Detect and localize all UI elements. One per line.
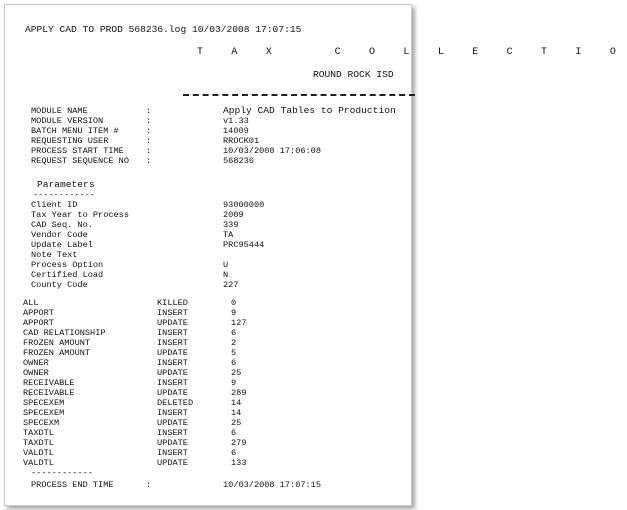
activity-count: 25 xyxy=(231,368,242,378)
activity-action: INSERT xyxy=(157,428,188,438)
activity-table-name: RECEIVABLE xyxy=(23,378,75,388)
activity-table-name: TAXDTL xyxy=(23,428,54,438)
module-info-label: REQUESTING USER xyxy=(31,136,109,146)
parameter-label: Certified Load xyxy=(31,270,104,280)
module-info-colon: : xyxy=(146,156,152,166)
module-info-label: PROCESS START TIME xyxy=(31,146,124,156)
footer-rule: ------------ xyxy=(31,468,93,478)
activity-action: UPDATE xyxy=(157,318,188,328)
report-header-line: APPLY CAD TO PROD 568236.log 10/03/2008 17:07:15 xyxy=(25,24,302,35)
module-info-label: MODULE VERSION xyxy=(31,116,104,126)
activity-action: INSERT xyxy=(157,358,188,368)
parameter-value: 93000000 xyxy=(223,200,265,210)
activity-table-name: ALL xyxy=(23,298,39,308)
activity-action: INSERT xyxy=(157,308,188,318)
activity-count: 6 xyxy=(231,358,237,368)
activity-action: UPDATE xyxy=(157,458,188,468)
activity-count: 14 xyxy=(231,408,242,418)
parameter-label: Process Option xyxy=(31,260,104,270)
activity-table-name: VALDTL xyxy=(23,448,54,458)
activity-table-name: CAD RELATIONSHIP xyxy=(23,328,106,338)
process-end-label: PROCESS END TIME xyxy=(31,480,114,490)
module-info-value: Apply CAD Tables to Production xyxy=(223,105,396,116)
process-end-value: 10/03/2008 17:07:15 xyxy=(223,480,321,490)
activity-action: UPDATE xyxy=(157,438,188,448)
parameters-rule: ------------ xyxy=(33,190,95,200)
module-info-label: REQUEST SEQUENCE NO xyxy=(31,156,129,166)
parameter-value: 227 xyxy=(223,280,239,290)
activity-table-name: OWNER xyxy=(23,368,49,378)
activity-action: UPDATE xyxy=(157,348,188,358)
module-info-colon: : xyxy=(146,106,152,116)
activity-table-name: VALDTL xyxy=(23,458,54,468)
parameter-value: PRC95444 xyxy=(223,240,265,250)
activity-table-name: TAXDTL xyxy=(23,438,54,448)
parameter-value: 339 xyxy=(223,220,239,230)
activity-count: 2 xyxy=(231,338,237,348)
parameter-label: Vendor Code xyxy=(31,230,88,240)
module-info-value: v1.33 xyxy=(223,116,249,126)
activity-count: 25 xyxy=(231,418,242,428)
activity-table-name: FROZEN AMOUNT xyxy=(23,338,91,348)
activity-count: 6 xyxy=(231,428,237,438)
report-banner-title: T A X C O L L E C T I O xyxy=(197,47,627,58)
activity-action: DELETED xyxy=(157,398,194,408)
parameter-label: Tax Year to Process xyxy=(31,210,129,220)
activity-count: 279 xyxy=(231,438,247,448)
module-info-colon: : xyxy=(146,116,152,126)
activity-table-name: APPORT xyxy=(23,318,54,328)
activity-action: INSERT xyxy=(157,408,188,418)
activity-table-name: SPECEXM xyxy=(23,418,60,428)
parameter-label: Client ID xyxy=(31,200,78,210)
district-name: ROUND ROCK ISD xyxy=(313,69,394,80)
activity-count: 5 xyxy=(231,348,237,358)
activity-count: 289 xyxy=(231,388,247,398)
activity-action: INSERT xyxy=(157,378,188,388)
activity-count: 9 xyxy=(231,308,237,318)
activity-table-name: SPECEXEM xyxy=(23,408,65,418)
activity-action: INSERT xyxy=(157,448,188,458)
activity-count: 6 xyxy=(231,328,237,338)
parameters-heading: Parameters xyxy=(37,179,95,190)
parameter-value: N xyxy=(223,270,229,280)
module-info-colon: : xyxy=(146,126,152,136)
activity-table-name: RECEIVABLE xyxy=(23,388,75,398)
activity-table-name: APPORT xyxy=(23,308,54,318)
activity-table-name: SPECEXEM xyxy=(23,398,65,408)
parameter-value: TA xyxy=(223,230,234,240)
module-info-label: MODULE NAME xyxy=(31,106,88,116)
process-end-colon: : xyxy=(146,480,152,490)
parameter-label: CAD Seq. No. xyxy=(31,220,93,230)
module-info-colon: : xyxy=(146,146,152,156)
module-info-colon: : xyxy=(146,136,152,146)
activity-count: 14 xyxy=(231,398,242,408)
parameter-label: Note Text xyxy=(31,250,78,260)
module-info-value: 568236 xyxy=(223,156,254,166)
activity-action: INSERT xyxy=(157,328,188,338)
parameter-value: U xyxy=(223,260,229,270)
activity-action: UPDATE xyxy=(157,388,188,398)
report-page xyxy=(4,4,627,506)
parameter-label: Update Label xyxy=(31,240,93,250)
activity-action: UPDATE xyxy=(157,418,188,428)
activity-count: 133 xyxy=(231,458,247,468)
activity-action: INSERT xyxy=(157,338,188,348)
activity-count: 9 xyxy=(231,378,237,388)
parameter-value: 2009 xyxy=(223,210,244,220)
activity-count: 0 xyxy=(231,298,237,308)
activity-table-name: OWNER xyxy=(23,358,49,368)
module-info-value: 14009 xyxy=(223,126,249,136)
module-info-label: BATCH MENU ITEM # xyxy=(31,126,119,136)
activity-action: UPDATE xyxy=(157,368,188,378)
parameter-label: County Code xyxy=(31,280,88,290)
activity-table-name: FROZEN AMOUNT xyxy=(23,348,91,358)
header-separator xyxy=(183,94,415,96)
module-info-value: RROCK01 xyxy=(223,136,260,146)
module-info-value: 10/03/2008 17:06:08 xyxy=(223,146,321,156)
activity-action: KILLED xyxy=(157,298,188,308)
activity-count: 127 xyxy=(231,318,247,328)
activity-count: 6 xyxy=(231,448,237,458)
